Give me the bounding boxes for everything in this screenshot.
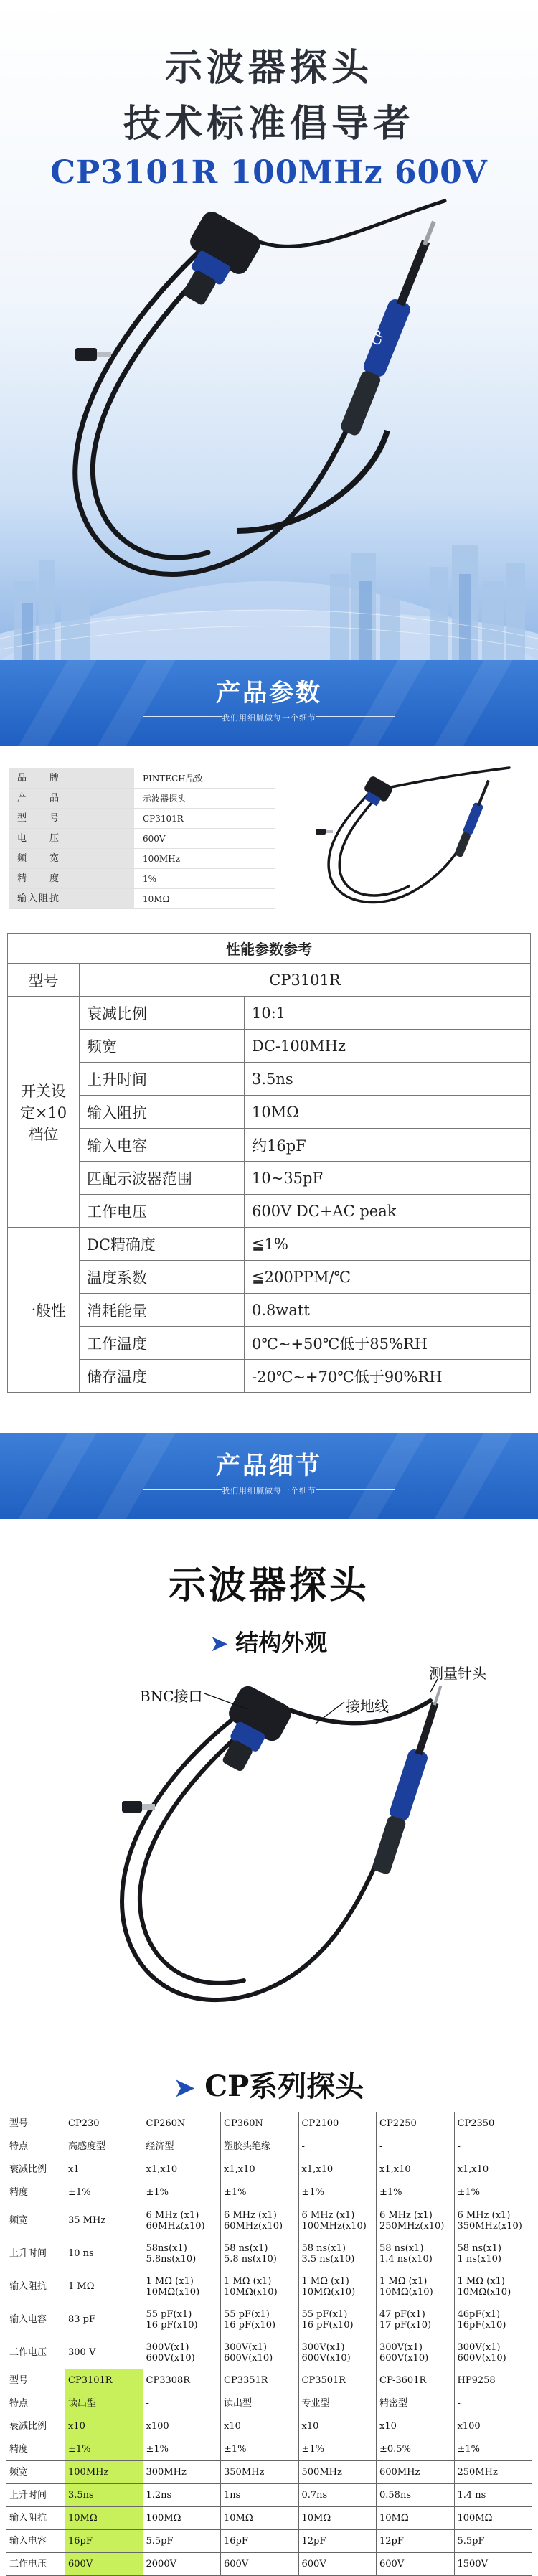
table-row — [6, 2181, 532, 2204]
table-cell: x10 — [298, 2415, 377, 2438]
table-cell: - — [298, 2135, 377, 2158]
group-label: 一般性 — [8, 1228, 80, 1393]
table-cell: 600MHz — [377, 2461, 455, 2484]
table-cell: 250MHz — [454, 2461, 532, 2484]
table-row — [6, 2438, 532, 2461]
table-cell: 读出型 — [221, 2392, 299, 2415]
table-cell: x10 — [221, 2415, 299, 2438]
table-cell: 1 MΩ (x1) 10MΩ(x10) — [377, 2270, 455, 2303]
callout-bnc-connector: BNC接口 — [140, 1688, 203, 1705]
row-label-cell: 工作电压 — [6, 2336, 65, 2369]
arrow-right-icon: ➤ — [174, 2074, 195, 2102]
table-cell: 55 pF(x1) 16 pF(x10) — [298, 2303, 377, 2336]
table-cell: 600V — [377, 2553, 455, 2576]
table-row: 输入阻抗 10MΩ — [8, 1096, 531, 1129]
table-cell: - — [454, 2392, 532, 2415]
table-cell: CP260N — [143, 2112, 221, 2135]
hero-section — [0, 0, 538, 660]
table-row: 型号 CP3101R — [8, 964, 531, 997]
table-cell: x1,x10 — [377, 2158, 455, 2181]
table-cell: x1,x10 — [143, 2158, 221, 2181]
table-row — [6, 2369, 532, 2392]
table-cell: x1,x10 — [221, 2158, 299, 2181]
row-label-cell: 输入电容 — [6, 2303, 65, 2336]
table-cell: - — [454, 2135, 532, 2158]
table-row — [6, 2392, 532, 2415]
table-cell: CP3501R — [298, 2369, 377, 2392]
table-cell: ±1% — [143, 2438, 221, 2461]
detail-subtitle: ➤ 结构外观 — [210, 1629, 328, 1656]
table-cell: x100 — [143, 2415, 221, 2438]
table-cell: HP9258 — [454, 2369, 532, 2392]
row-label-cell: 上升时间 — [6, 2484, 65, 2507]
table-cell: 47 pF(x1) 17 pF(x10) — [377, 2303, 455, 2336]
table-cell: 350MHz — [221, 2461, 299, 2484]
table-row — [6, 2135, 532, 2158]
group-label: 开关设定×10档位 — [8, 997, 80, 1228]
table-cell: CP2100 — [298, 2112, 377, 2135]
table-cell: ±0.5% — [377, 2438, 455, 2461]
row-label-cell: 型号 — [6, 2112, 65, 2135]
table-cell: 300V(x1) 600V(x10) — [298, 2336, 377, 2369]
table-cell: ±1% — [221, 2181, 299, 2204]
table-cell: 600V — [221, 2553, 299, 2576]
table-cell: 1 MΩ — [65, 2270, 143, 2303]
table-cell: 1 MΩ (x1) 10MΩ(x10) — [143, 2270, 221, 2303]
table-row — [6, 2484, 532, 2507]
table-cell: CP2350 — [454, 2112, 532, 2135]
row-label-cell: 上升时间 — [6, 2237, 65, 2270]
table-cell: 58 ns(x1) 3.5 ns(x10) — [298, 2237, 377, 2270]
table-cell: 1500V — [454, 2553, 532, 2576]
section-banner-params — [0, 660, 538, 746]
section-banner-detail — [0, 1433, 538, 1519]
row-label-cell: 精度 — [6, 2181, 65, 2204]
table-row: 工作电压 600V DC+AC peak — [8, 1195, 531, 1228]
banner-title: 产品参数 — [216, 679, 322, 708]
row-label-cell: 输入阻抗 — [6, 2507, 65, 2530]
table-row — [6, 2270, 532, 2303]
table-cell: 2000V — [143, 2553, 221, 2576]
detail-title: 示波器探头 — [168, 1564, 369, 1607]
spec-row: 品 牌 PINTECH品致 — [9, 768, 275, 789]
table-cell: 300V(x1) 600V(x10) — [454, 2336, 532, 2369]
row-label-cell: 特点 — [6, 2392, 65, 2415]
table-cell: ±1% — [143, 2181, 221, 2204]
table-cell: x1 — [65, 2158, 143, 2181]
hero-title-line2: 技术标准倡导者 — [123, 103, 415, 146]
table-cell: 58 ns(x1) 1.4 ns(x10) — [377, 2237, 455, 2270]
row-label-cell: 输入阻抗 — [6, 2270, 65, 2303]
table-cell: x100 — [454, 2415, 532, 2438]
table-cell: - — [143, 2392, 221, 2415]
table-cell: 6 MHz (x1) 100MHz(x10) — [298, 2204, 377, 2237]
spec-row: 电 压 600V — [9, 829, 275, 849]
table-cell: x10 — [377, 2415, 455, 2438]
table-cell: 300MHz — [143, 2461, 221, 2484]
banner-title: 产品细节 — [216, 1452, 322, 1480]
table-cell: 12pF — [298, 2530, 377, 2553]
table-cell: 6 MHz (x1) 60MHz(x10) — [143, 2204, 221, 2237]
table-cell: 1 MΩ (x1) 10MΩ(x10) — [454, 2270, 532, 2303]
table-cell: 精密型 — [377, 2392, 455, 2415]
table-cell: 100MΩ — [143, 2507, 221, 2530]
table-row: 匹配示波器范围 10~35pF — [8, 1162, 531, 1195]
table-cell: 0.58ns — [377, 2484, 455, 2507]
table-cell: ±1% — [65, 2438, 143, 2461]
table-cell: ±1% — [377, 2181, 455, 2204]
spec-row: 频 宽 100MHz — [9, 849, 275, 869]
hero-title-line1: 示波器探头 — [164, 47, 373, 90]
callout-ground-wire: 接地线 — [346, 1698, 389, 1715]
table-row: 温度系数 ≦200PPM/℃ — [8, 1261, 531, 1294]
table-cell: 6 MHz (x1) 60MHz(x10) — [221, 2204, 299, 2237]
table-cell: CP3308R — [143, 2369, 221, 2392]
performance-table-caption: 性能参数参考 — [8, 934, 531, 964]
table-cell: 1ns — [221, 2484, 299, 2507]
table-row — [6, 2204, 532, 2237]
table-cell: 12pF — [377, 2530, 455, 2553]
table-cell: 1.2ns — [143, 2484, 221, 2507]
table-cell: ±1% — [454, 2438, 532, 2461]
table-cell: 100MΩ — [454, 2507, 532, 2530]
table-cell: 600V — [298, 2553, 377, 2576]
table-cell: x1,x10 — [454, 2158, 532, 2181]
table-cell: 读出型 — [65, 2392, 143, 2415]
table-cell: CP230 — [65, 2112, 143, 2135]
table-cell: 5.5pF — [454, 2530, 532, 2553]
table-cell: 300 V — [65, 2336, 143, 2369]
table-row: 储存温度 -20℃~+70℃低于90%RH — [8, 1360, 531, 1393]
performance-table — [7, 933, 531, 1393]
arrow-right-icon: ➤ — [210, 1632, 228, 1655]
hero-model: CP3101R 100MHz 600V — [50, 154, 488, 191]
table-row: 一般性 DC精确度 ≦1% — [8, 1228, 531, 1261]
table-cell: ±1% — [298, 2181, 377, 2204]
cp-series-title: ➤ CP系列探头 — [174, 2069, 364, 2103]
table-cell: 55 pF(x1) 16 pF(x10) — [221, 2303, 299, 2336]
row-label-cell: 频宽 — [6, 2461, 65, 2484]
spec-row: 型 号 CP3101R — [9, 809, 275, 829]
table-cell: 5.5pF — [143, 2530, 221, 2553]
table-row: 频宽 DC-100MHz — [8, 1030, 531, 1063]
table-row — [6, 2112, 532, 2135]
table-cell: x10 — [65, 2415, 143, 2438]
row-label-cell: 型号 — [6, 2369, 65, 2392]
table-cell: 10MΩ — [298, 2507, 377, 2530]
row-label-cell: 特点 — [6, 2135, 65, 2158]
row-label-cell: 工作电压 — [6, 2553, 65, 2576]
table-cell: 300V(x1) 600V(x10) — [221, 2336, 299, 2369]
table-cell: 1.4 ns — [454, 2484, 532, 2507]
table-row: 上升时间 3.5ns — [8, 1063, 531, 1096]
table-cell: 58ns(x1) 5.8ns(x10) — [143, 2237, 221, 2270]
table-row — [6, 2237, 532, 2270]
table-cell: CP3101R — [65, 2369, 143, 2392]
row-label-cell: 频宽 — [6, 2204, 65, 2237]
table-cell: 16pF — [221, 2530, 299, 2553]
spec-section — [0, 746, 538, 926]
table-row — [6, 2415, 532, 2438]
table-row — [6, 2553, 532, 2576]
table-cell: CP360N — [221, 2112, 299, 2135]
table-cell: 高感度型 — [65, 2135, 143, 2158]
table-row: 消耗能量 0.8watt — [8, 1294, 531, 1327]
table-cell: 1 MΩ (x1) 10MΩ(x10) — [221, 2270, 299, 2303]
table-cell: ±1% — [454, 2181, 532, 2204]
spec-list — [9, 768, 275, 909]
probe-product-image — [0, 194, 538, 639]
spec-row: 产 品 示波器探头 — [9, 789, 275, 809]
table-row: 输入电容 约16pF — [8, 1129, 531, 1162]
spec-row: 输入阻抗 10MΩ — [9, 889, 275, 909]
table-row — [6, 2303, 532, 2336]
table-cell: 0.7ns — [298, 2484, 377, 2507]
table-cell: 塑胶头绝缘 — [221, 2135, 299, 2158]
table-cell: 6 MHz (x1) 250MHz(x10) — [377, 2204, 455, 2237]
row-label-cell: 衰减比例 — [6, 2158, 65, 2181]
table-cell: - — [377, 2135, 455, 2158]
table-cell: ±1% — [65, 2181, 143, 2204]
banner-subtitle: 我们用细腻做每一个细节 — [222, 1486, 316, 1495]
table-cell: 16pF — [65, 2530, 143, 2553]
probe-thumbnail-image — [294, 761, 531, 918]
table-cell: 3.5ns — [65, 2484, 143, 2507]
table-cell: 10MΩ — [65, 2507, 143, 2530]
table-row: 工作温度 0℃~+50℃低于85%RH — [8, 1327, 531, 1360]
row-label-cell: 精度 — [6, 2438, 65, 2461]
row-label-cell: 衰减比例 — [6, 2415, 65, 2438]
table-cell: 6 MHz (x1) 350MHz(x10) — [454, 2204, 532, 2237]
cp-series-table — [6, 2112, 532, 2576]
table-cell: 500MHz — [298, 2461, 377, 2484]
table-row — [6, 2530, 532, 2553]
spec-row: 精 度 1% — [9, 869, 275, 889]
table-cell: 83 pF — [65, 2303, 143, 2336]
callout-probe-tip: 测量针头 — [429, 1665, 486, 1682]
table-cell: 经济型 — [143, 2135, 221, 2158]
table-row — [6, 2158, 532, 2181]
table-cell: ±1% — [221, 2438, 299, 2461]
table-cell: 10 ns — [65, 2237, 143, 2270]
table-cell: 10MΩ — [377, 2507, 455, 2530]
table-row — [6, 2336, 532, 2369]
table-cell: 35 MHz — [65, 2204, 143, 2237]
table-cell: 10MΩ — [221, 2507, 299, 2530]
table-cell: 专业型 — [298, 2392, 377, 2415]
table-row: 开关设定×10档位 衰减比例 10:1 — [8, 997, 531, 1030]
table-cell: 58 ns(x1) 1 ns(x10) — [454, 2237, 532, 2270]
banner-subtitle: 我们用细腻做每一个细节 — [222, 713, 316, 723]
table-cell: 55 pF(x1) 16 pF(x10) — [143, 2303, 221, 2336]
table-cell: 1 MΩ (x1) 10MΩ(x10) — [298, 2270, 377, 2303]
table-cell: x1,x10 — [298, 2158, 377, 2181]
table-cell: CP-3601R — [377, 2369, 455, 2392]
svg-text:CP: CP — [369, 328, 387, 348]
table-cell: ±1% — [298, 2438, 377, 2461]
table-cell: 300V(x1) 600V(x10) — [377, 2336, 455, 2369]
table-cell: CP3351R — [221, 2369, 299, 2392]
probe-structure-figure — [0, 1658, 538, 2059]
table-cell: 600V — [65, 2553, 143, 2576]
table-cell: CP2250 — [377, 2112, 455, 2135]
table-row — [6, 2461, 532, 2484]
table-cell: 46pF(x1) 16pF(x10) — [454, 2303, 532, 2336]
table-cell: 100MHz — [65, 2461, 143, 2484]
table-cell: 58 ns(x1) 5.8 ns(x10) — [221, 2237, 299, 2270]
table-cell: 300V(x1) 600V(x10) — [143, 2336, 221, 2369]
table-row — [6, 2507, 532, 2530]
row-label-cell: 输入电容 — [6, 2530, 65, 2553]
probe-structure-image — [0, 1658, 538, 2059]
